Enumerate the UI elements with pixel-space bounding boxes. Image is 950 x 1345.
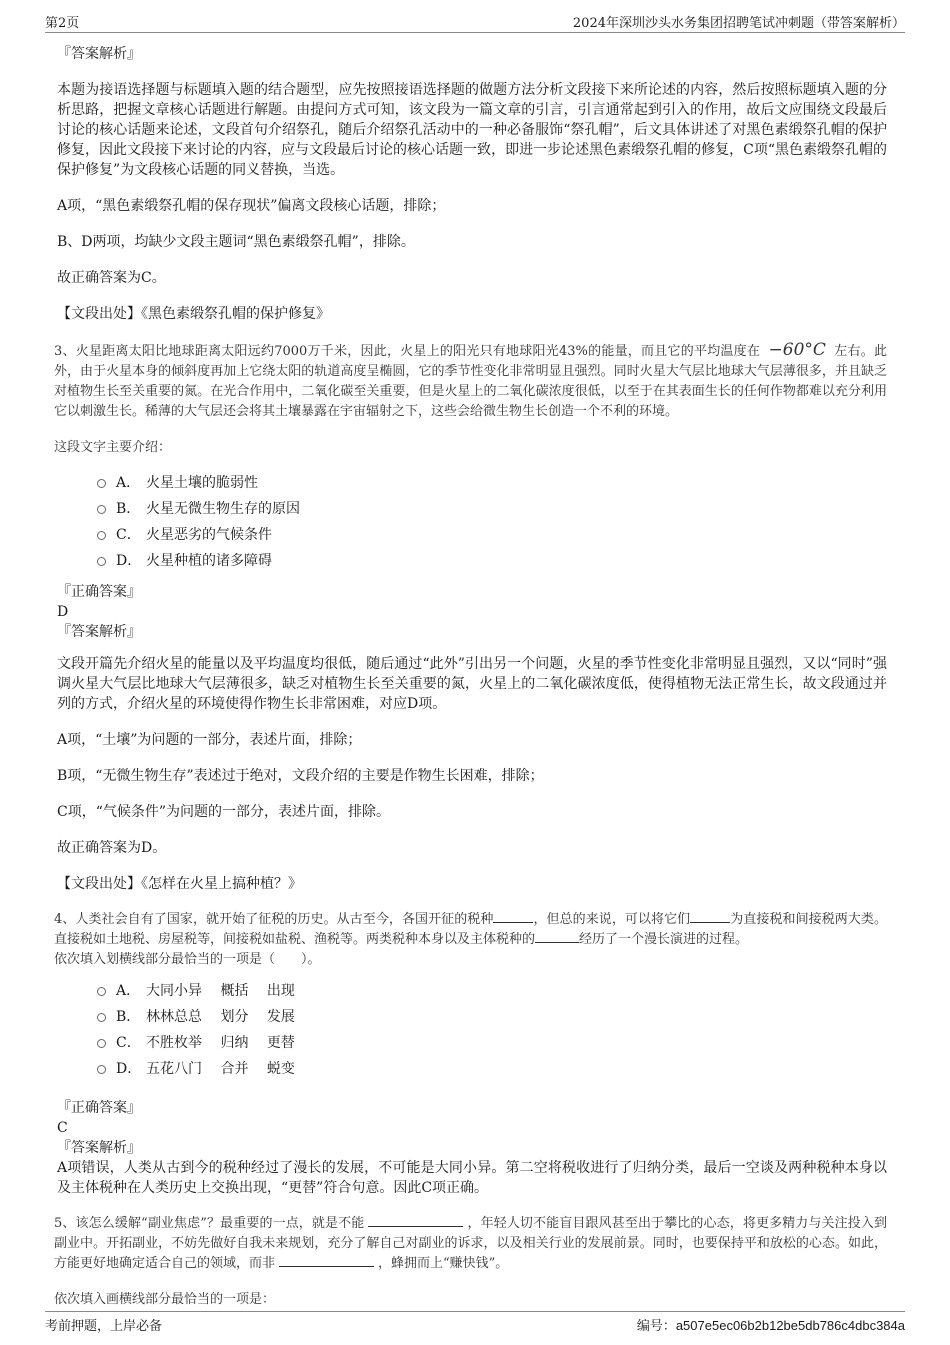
option-text: 火星恶劣的气候条件 (146, 527, 272, 543)
q3-option-a[interactable] (97, 470, 887, 496)
q4-stem-part-1: 4、人类社会自有了国家，就开始了征税的历史。从古至今，各国开征的税种 (54, 912, 494, 927)
q2-source: 【文段出处】《黑色素缎祭孔帽的保护修复》 (57, 306, 330, 322)
q4-answer: C (57, 1120, 68, 1136)
q4-analysis-label: 『答案解析』 (57, 1140, 141, 1156)
q2-note-a: A项，“黑色素缎祭孔帽的保存现状”偏离文段核心话题，排除； (57, 198, 446, 214)
option-letter: B． (116, 1009, 141, 1025)
q5-stem-part-3: ，蜂拥而上“赚快钱”。 (378, 1256, 509, 1271)
option-letter: C． (116, 1035, 141, 1051)
q5-stem (54, 1214, 887, 1274)
option-text: 火星种植的诸多障碍 (146, 553, 272, 569)
option-letter: D． (116, 1061, 142, 1077)
radio-icon[interactable] (97, 987, 106, 996)
option-text: 火星土壤的脆弱性 (146, 475, 258, 491)
q4-blank-3 (535, 942, 579, 943)
q3-answer-label: 『正确答案』 (57, 584, 141, 600)
q3-note-a: A项，“土壤”为问题的一部分，表述片面，排除； (57, 732, 362, 748)
radio-icon[interactable] (97, 531, 106, 540)
option-text: 五花八门 合并 蜕变 (146, 1061, 295, 1077)
q2-analysis: 本题为接语选择题与标题填入题的结合题型，应先按照接语选择题的做题方法分析文段接下来所论述的内容，然后按照标题填入题的分析思路，把握文章核心话题进行解题。由提问方式可知，该文段为一篇文章的引言，引言通常起到引入的作用，故后文应围绕文段最后讨论的核心话题来论述，文段首句介绍祭孔，随后介绍祭孔活动中的一种必备服饰“祭孔帽”，后文具体讲述了对黑色素缎祭孔帽的保护修复，因此文段接下来讨论的内容，应与文段最后讨论的核心话题一致，即进一步论述黑色素缎祭孔帽的修复，C项“黑色素缎祭孔帽的保护修复”为文段核心话题的同义替换，当选。 (57, 82, 887, 178)
radio-icon[interactable] (97, 1039, 106, 1048)
q2-conclusion: 故正确答案为C。 (57, 270, 166, 286)
code-label: 编号： (636, 1319, 676, 1334)
q3-stem (54, 340, 887, 422)
page-footer (45, 1311, 905, 1336)
q3-option-c[interactable] (97, 522, 887, 548)
q2-analysis-label: 『答案解析』 (57, 46, 141, 62)
option-text: 林林总总 划分 发展 (146, 1009, 295, 1025)
q4-answer-label: 『正确答案』 (57, 1100, 141, 1116)
q4-blank-2 (690, 922, 730, 923)
radio-icon[interactable] (97, 479, 106, 488)
q4-option-a[interactable] (97, 978, 887, 1004)
q4-blank-1 (493, 922, 533, 923)
q4-stem-part-2: ，但总的来说，可以将它们 (533, 912, 691, 927)
q3-stem-part-a: 3、火星距离太阳比地球距离太阳远约7000万千米，因此，火星上的阳光只有地球阳光43%的能量，而且它的平均温度在 (54, 344, 761, 359)
q3-source: 【文段出处】《怎样在火星上搞种植？》 (57, 876, 302, 892)
radio-icon[interactable] (97, 1065, 106, 1074)
page-header (45, 10, 905, 33)
option-text: 大同小异 概括 出现 (146, 983, 295, 999)
q3-analysis: 文段开篇先介绍火星的能量以及平均温度均很低，随后通过“此外”引出另一个问题，火星的季节性变化非常明显且强烈，又以“同时”强调火星大气层比地球大气层薄很多，缺乏对植物生长至关重要的氮，火星上的二氧化碳浓度低，使得植物无法正常生长，故文段通过并列的方式，介绍火星的环境使得作物生长非常困难，对应D项。 (57, 656, 887, 712)
q4-option-d[interactable] (97, 1056, 887, 1082)
option-letter: B． (116, 501, 141, 517)
q4-stem (54, 910, 887, 950)
radio-icon[interactable] (97, 557, 106, 566)
main-content (54, 44, 887, 1310)
q4-stem-part-3: 为直接税和间接税两大类。直接税如土地税、房屋税等，间接税如盐税、渔税等。两类税种本身以及主体税种的 (54, 912, 887, 947)
q5-blank-2 (279, 1266, 374, 1267)
radio-icon[interactable] (97, 505, 106, 514)
q3-temperature: −60°C (768, 340, 826, 360)
code-value: a507e5ec06b2b12be5db786c4dbc384a (675, 1318, 905, 1333)
q5-stem-part-1: 5、该怎么缓解“副业焦虑”？最重要的一点，就是不能 (54, 1216, 365, 1231)
q3-stem-part-b: 左右。此外，由于火星本身的倾斜度再加上它绕太阳的轨道高度呈椭圆，它的季节性变化非常明显且强烈。同时火星大气层比地球大气层薄很多，并且缺乏对植物生长至关重要的氮。在光合作用中，二氧化碳至关重要，但是火星上的二氧化碳浓度很低，以至于在其表面生长的任何作物都难以充分利用它以刺激生长。稀薄的大气层还会将其土壤暴露在宇宙辐射之下，这些会给微生物生长创造一个不利的环境。 (54, 344, 887, 419)
q3-options (57, 470, 887, 574)
q4-analysis: A项错误，人类从古到今的税种经过了漫长的发展，不可能是大同小异。第二空将税收进行了归纳分类，最后一空谈及两种税种本身以及主体税种在人类历史上交换出现，“更替”符合句意。因此C项正确。 (57, 1160, 887, 1196)
footer-slogan: 考前押题，上岸必备 (45, 1319, 163, 1334)
radio-icon[interactable] (97, 1013, 106, 1022)
q3-option-b[interactable] (97, 496, 887, 522)
q4-prompt: 依次填入划横线部分最恰当的一项是（ ）。 (54, 952, 321, 967)
q5-blank-1 (368, 1226, 463, 1227)
q2-note-bd: B、D两项，均缺少文段主题词“黑色素缎祭孔帽”，排除。 (57, 234, 415, 250)
q5-prompt: 依次填入画横线部分最恰当的一项是： (54, 1292, 276, 1307)
document-code (637, 1315, 905, 1334)
q3-conclusion: 故正确答案为D。 (57, 840, 167, 856)
q3-note-c: C项，“气候条件”为问题的一部分，表述片面，排除。 (57, 804, 391, 820)
q3-option-d[interactable] (97, 548, 887, 574)
option-text: 火星无微生物生存的原因 (146, 501, 300, 517)
q4-stem-part-4: 经历了一个漫长演进的过程。 (579, 932, 749, 947)
q3-prompt: 这段文字主要介绍： (54, 440, 172, 455)
q3-note-b: B项，“无微生物生存”表述过于绝对，文段介绍的主要是作物生长困难，排除； (57, 768, 544, 784)
option-letter: C． (116, 527, 141, 543)
q3-answer: D (57, 604, 69, 620)
option-letter: A． (116, 475, 141, 491)
q4-option-c[interactable] (97, 1030, 887, 1056)
q5-stem-part-2: ，年轻人切不能盲目跟风甚至出于攀比的心态，将更多精力与关注投入到副业中。开拓副业，不妨先做好自我未来规划，充分了解自己对副业的诉求，以及相关行业的发展前景。同时，也要保持平和放松的心态。如此，方能更好地确定适合自己的领域，而非 (54, 1216, 887, 1271)
q4-option-b[interactable] (97, 1004, 887, 1030)
option-letter: A． (116, 983, 141, 999)
page-number: 第2页 (45, 16, 80, 31)
q4-options (57, 978, 887, 1082)
option-letter: D． (116, 553, 142, 569)
document-title: 2024年深圳沙头水务集团招聘笔试冲刺题（带答案解析） (572, 16, 905, 31)
option-text: 不胜枚举 归纳 更替 (146, 1035, 295, 1051)
q3-analysis-label: 『答案解析』 (57, 624, 141, 640)
